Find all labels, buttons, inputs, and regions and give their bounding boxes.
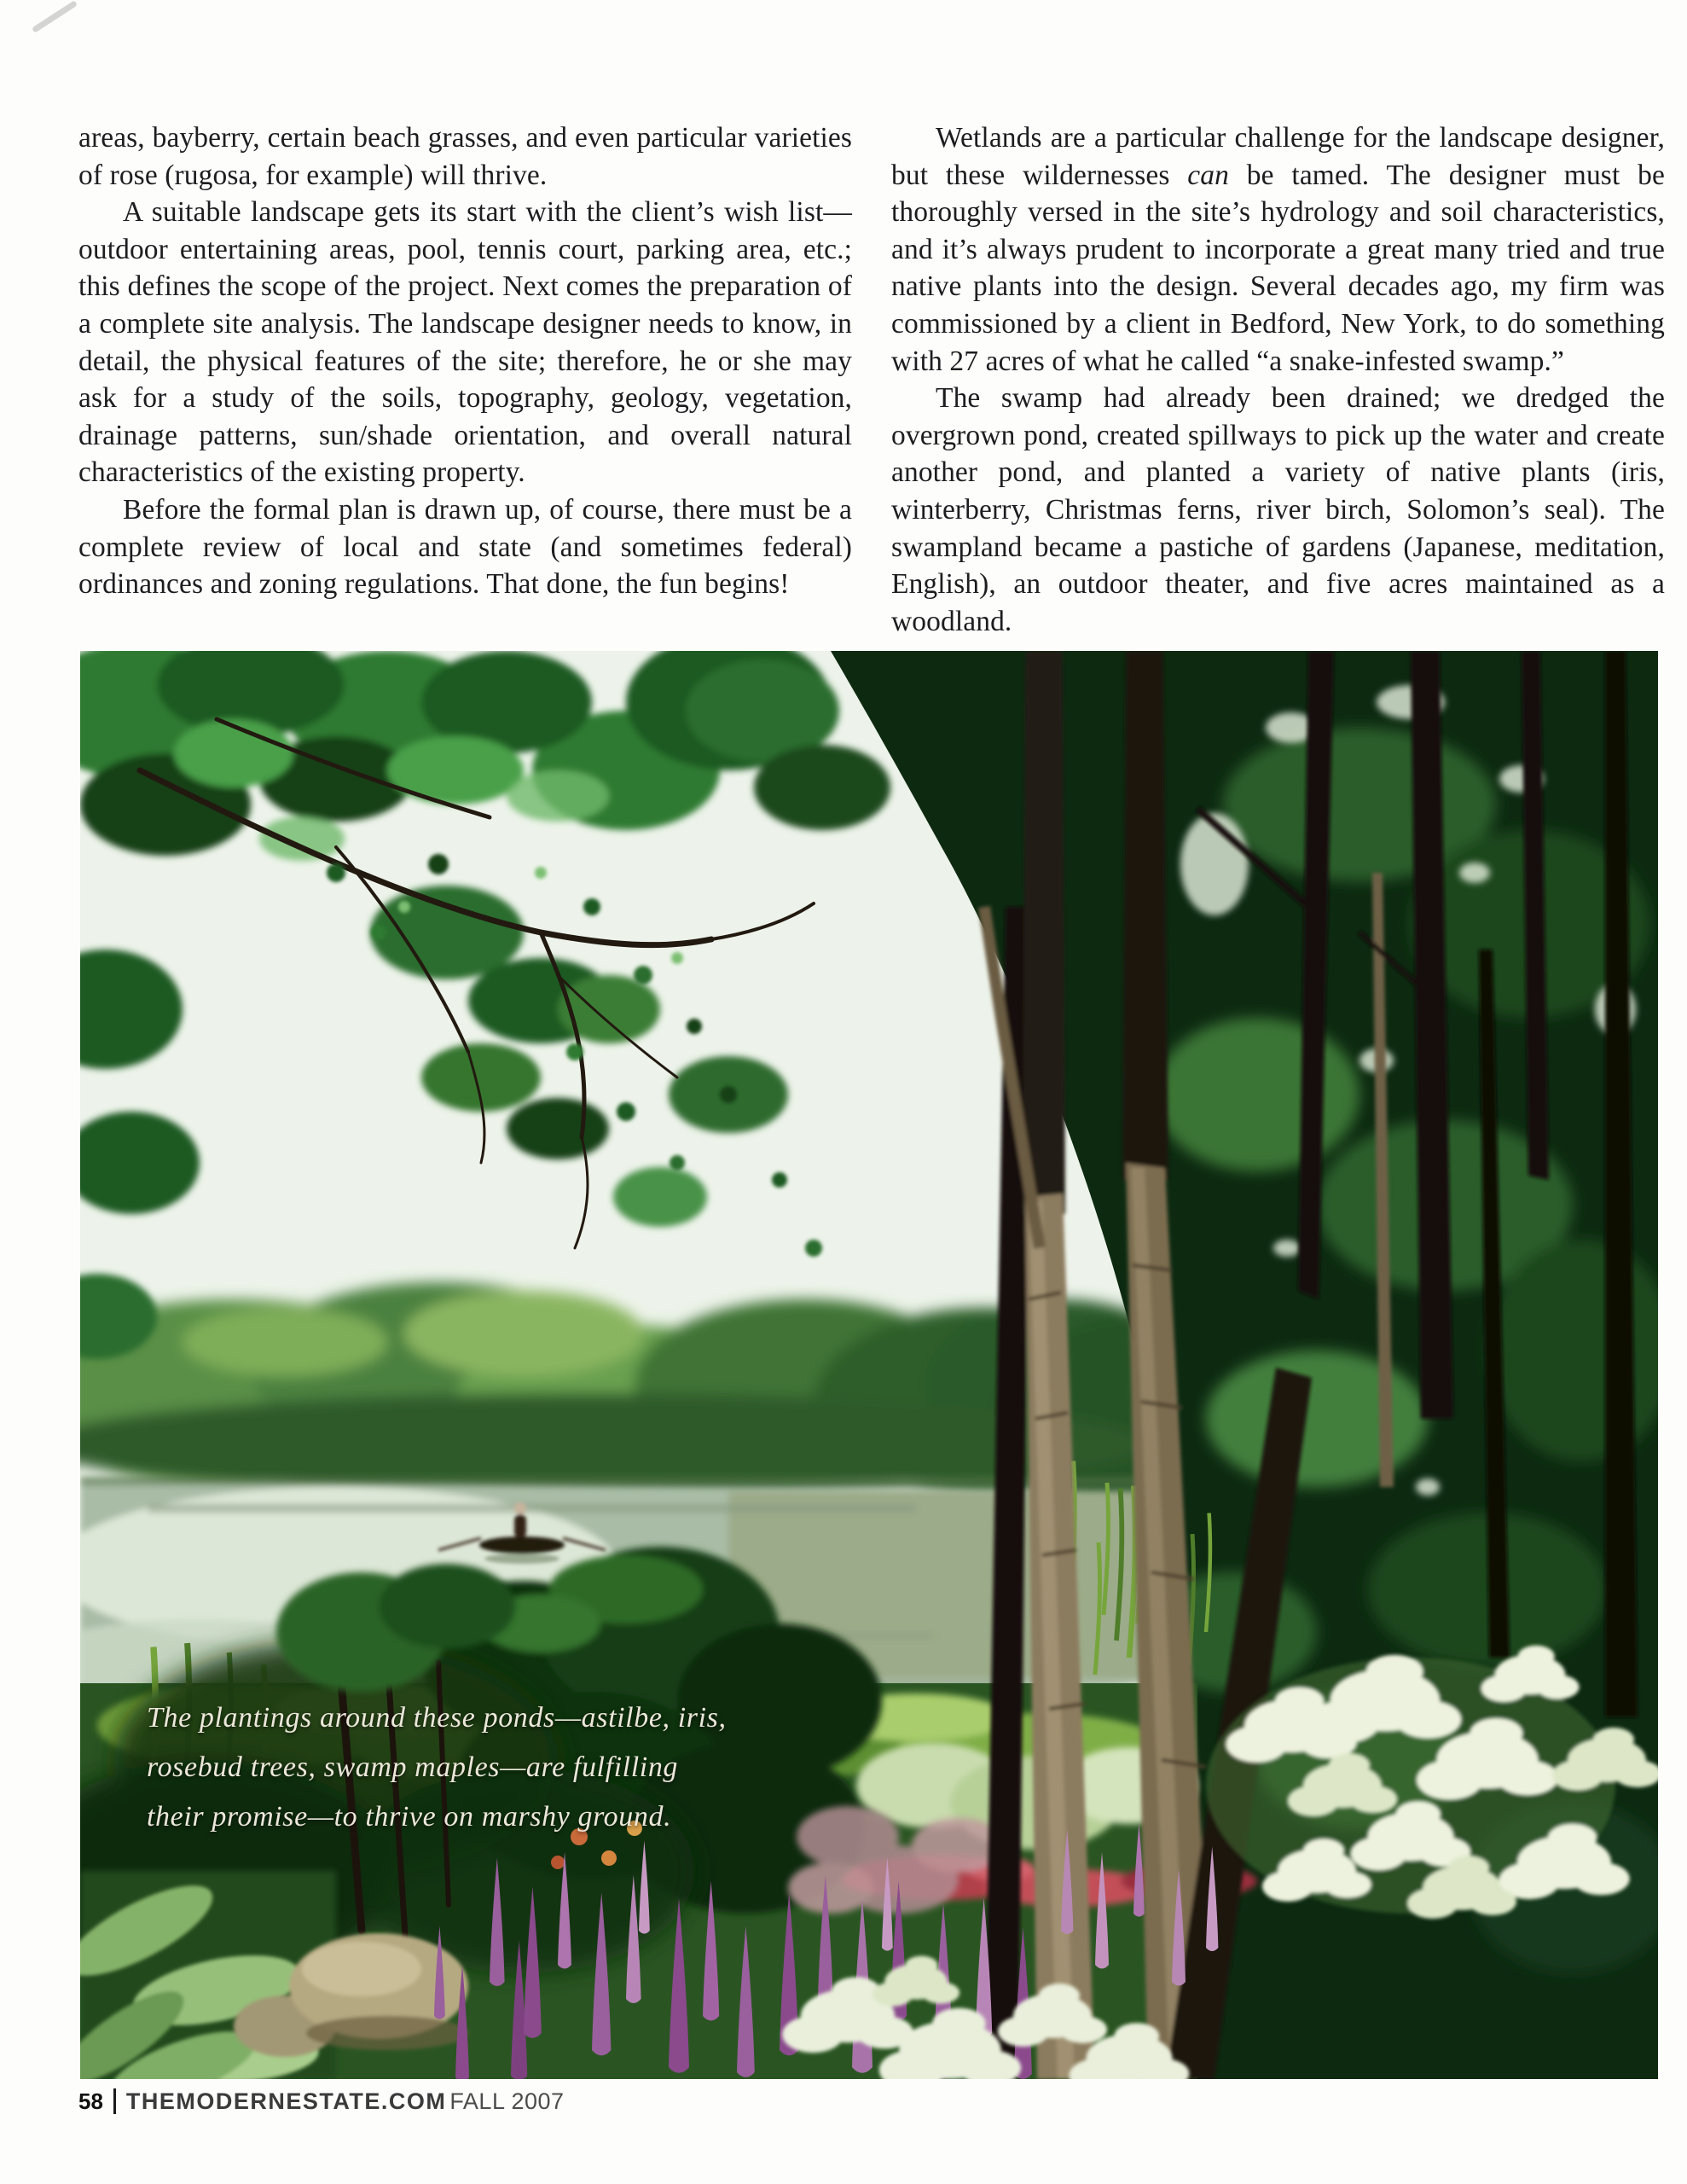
body-paragraph: Wetlands are a particular challenge for the landscape designer, but these wildernesses can be tamed. The designer must be thoroughly versed in the site’s hydrology and soil characteristics, and it’s always prudent to incorporate a great many tried and true native plants into the design. Several decades ago, my firm was commissioned by a client in Bedford, New York, to do something with 27 acres of what he called “a snake-infested swamp.” [891, 122, 1665, 377]
photo-caption-line: rosebud trees, swamp maples—are fulfilling [147, 1751, 679, 1783]
body-paragraph: areas, bayberry, certain beach grasses, and even particular varieties of rose (rugosa, for example) will thrive. [78, 122, 852, 191]
body-paragraph: A suitable landscape gets its start with the client’s wish list—outdoor entertaining areas, pool, tennis court, parking area, etc.; this defines the scope of the project. Next comes the preparation of a complete site analysis. The landscape designer needs to know, in detail, the physical features of the site; therefore, he or she may ask for a study of the soils, topography, geology, vegetation, drainage patterns, sun/shade orientation, and overall natural characteristics of the existing property. [78, 196, 852, 489]
page-footer [78, 2087, 565, 2116]
garden-pond-photo [80, 651, 1658, 2079]
body-paragraph: Before the formal plan is drawn up, of course, there must be a complete review of local and state (and sometimes federal) ordinances and zoning regulations. That done, the fun begins! [78, 493, 852, 601]
page-number: 58 [78, 2088, 103, 2114]
article-body [78, 119, 1665, 640]
site-name: THEMODERNESTATE.COM [125, 2088, 447, 2114]
body-paragraph: The swamp had already been drained; we dredged the overgrown pond, created spillways to pick up the water and create another pond, and planted a variety of native plants (iris, winterberry, Christmas ferns, river birch, Solomon’s seal). The swampland became a pastiche of gardens (Japanese, meditation, English), an outdoor theater, and five acres maintained as a woodland. [891, 382, 1665, 637]
issue-label: FALL 2007 [449, 2088, 565, 2114]
photo-caption [147, 1693, 727, 1842]
left-column [78, 119, 852, 640]
scan-artifact-mark [32, 0, 78, 33]
footer-divider [113, 2088, 116, 2114]
photo-caption-line: their promise—to thrive on marshy ground. [147, 1801, 672, 1833]
photo-caption-line: The plantings around these ponds—astilbe, iris, [147, 1702, 727, 1734]
right-column [891, 119, 1665, 640]
garden-photo-illustration [80, 651, 1658, 2079]
